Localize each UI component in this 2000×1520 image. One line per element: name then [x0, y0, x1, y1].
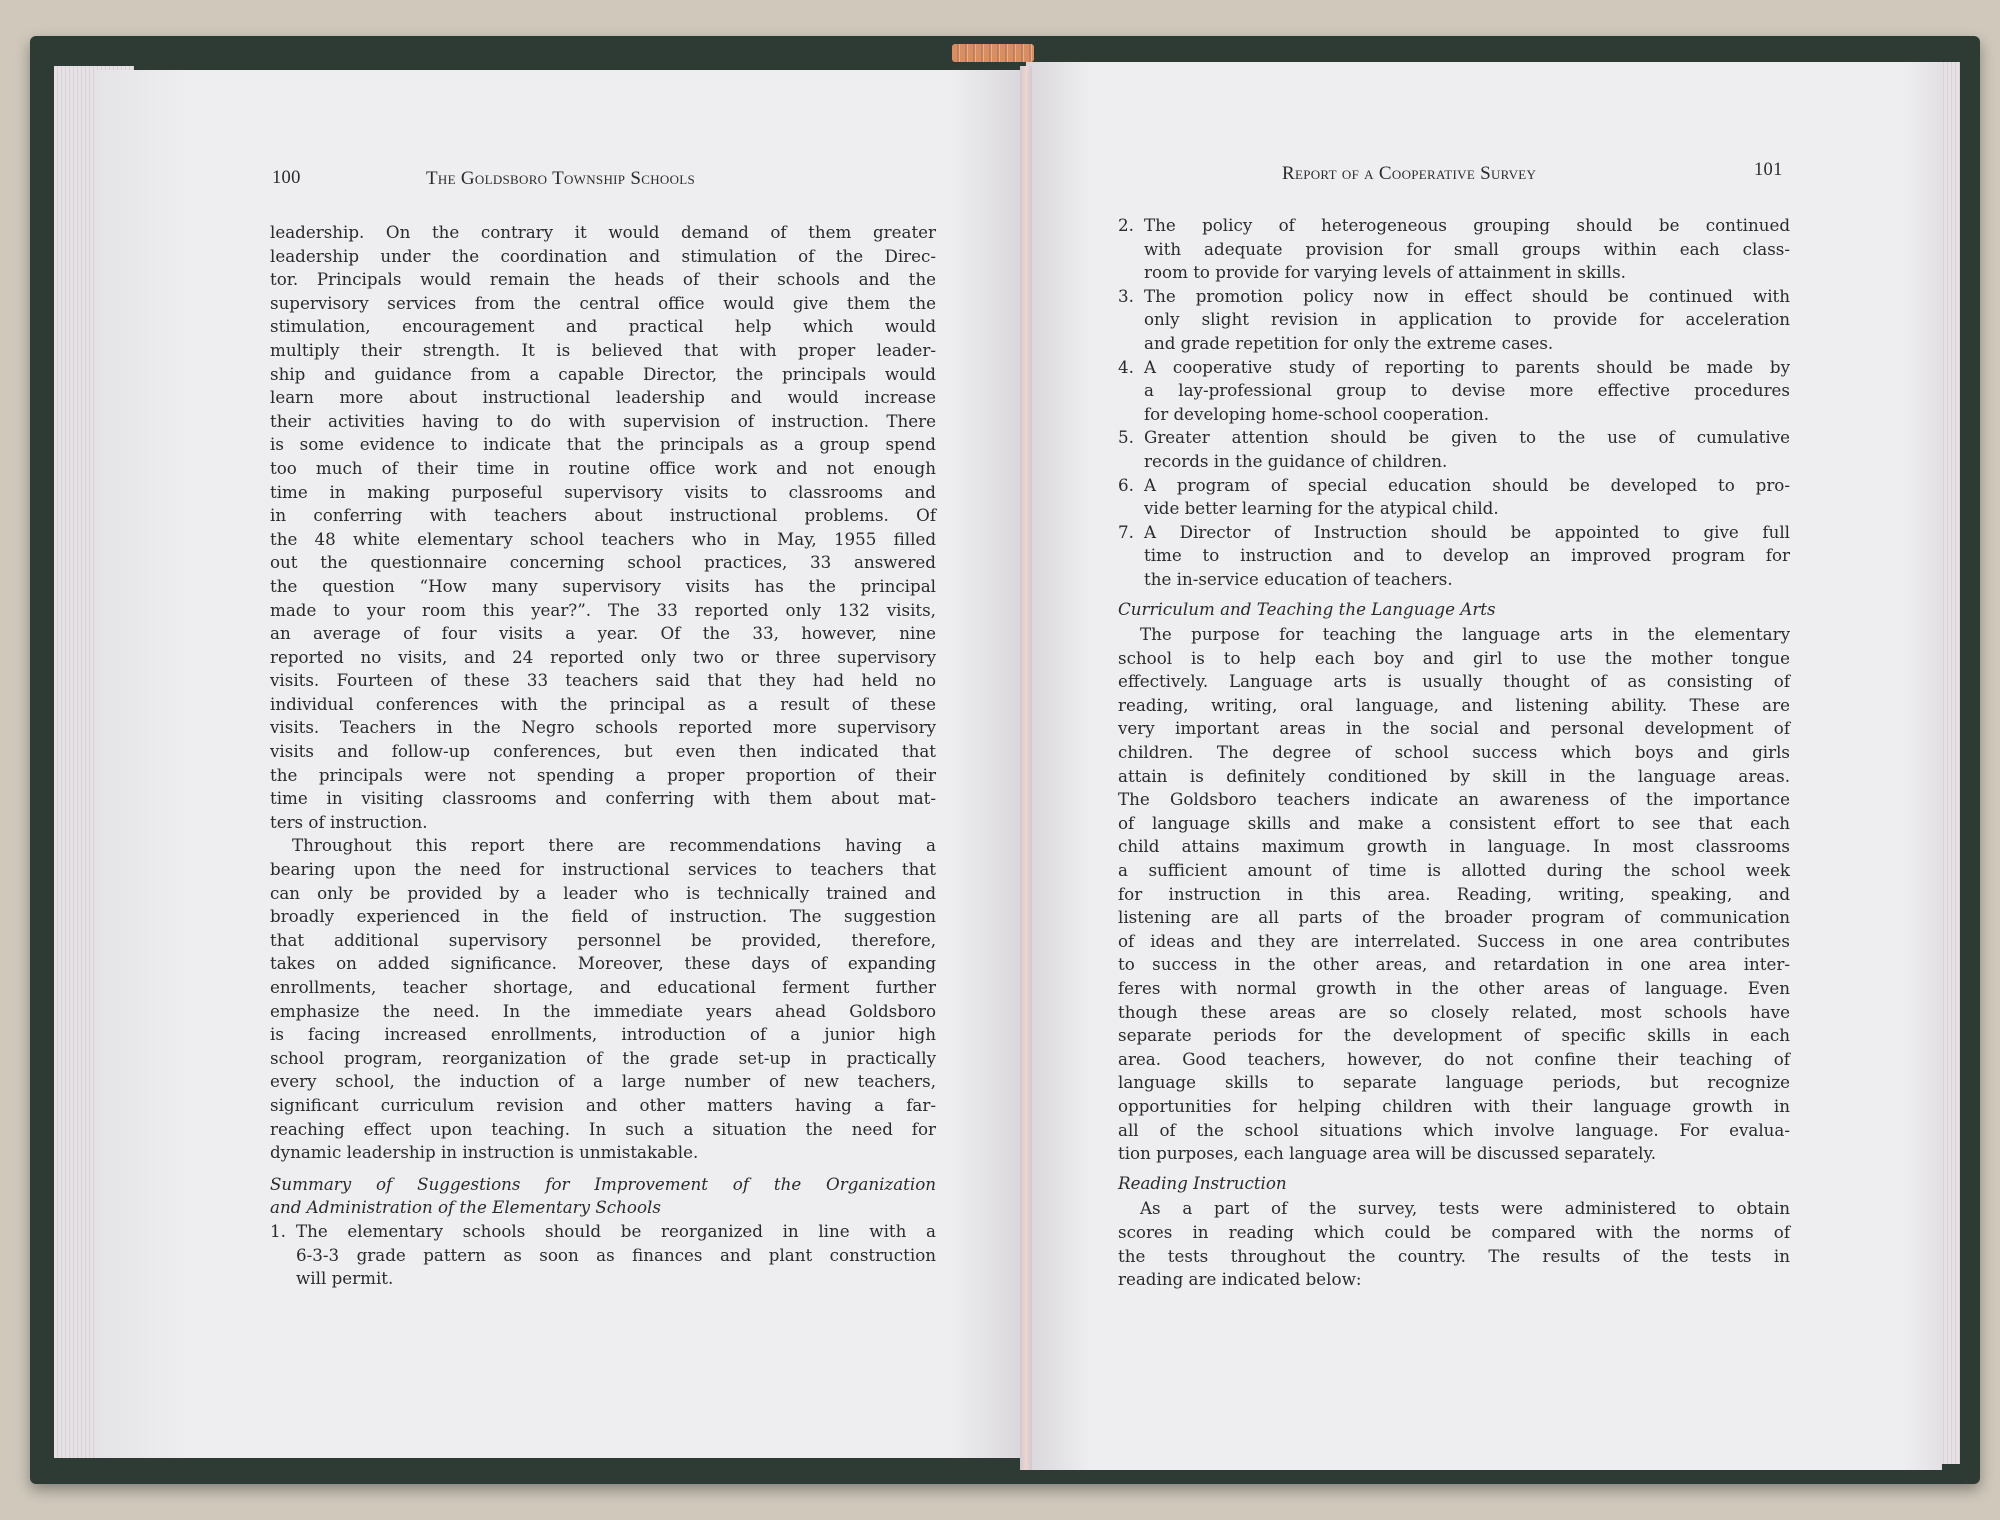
- text-line: will permit.: [296, 1268, 394, 1289]
- text-line: supervisory services from the central office would give them the: [270, 292, 936, 313]
- text-line: can only be provided by a leader who is technically trained and: [270, 882, 936, 903]
- text-line: visits and follow-up conferences, but even then indicated that: [270, 741, 936, 762]
- right-page-number: 101: [1754, 160, 1783, 180]
- text-line: of ideas and they are interrelated. Success in one area contributes: [1118, 930, 1790, 951]
- list-item-number: 3.: [1118, 285, 1134, 306]
- list-item: [270, 1220, 936, 1291]
- text-line: records in the guidance of children.: [1144, 450, 1448, 471]
- text-line: the 48 white elementary school teachers who in May, 1955 filled: [270, 528, 936, 549]
- list-item: [1118, 474, 1790, 521]
- text-line: for developing home-school cooperation.: [1144, 403, 1490, 424]
- text-line: the in-service education of teachers.: [1144, 568, 1453, 589]
- text-line: The elementary schools should be reorganized in line with a: [296, 1220, 936, 1241]
- text-line: area. Good teachers, however, do not confine their teaching of: [1118, 1048, 1790, 1069]
- text-line: the principals were not spending a proper proportion of their: [270, 764, 936, 785]
- left-page-number: 100: [272, 168, 301, 188]
- text-line: leadership under the coordination and stimulation of the Direc-: [270, 245, 936, 266]
- text-line: child attains maximum growth in language. In most classrooms: [1118, 836, 1790, 857]
- text-line: takes on added significance. Moreover, these days of expanding: [270, 953, 936, 974]
- text-line: time in making purposeful supervisory visits to classrooms and: [270, 481, 936, 502]
- list-item-number: 6.: [1118, 474, 1134, 495]
- summary-heading: [270, 1173, 936, 1220]
- text-line: A Director of Instruction should be appointed to give full: [1144, 521, 1790, 542]
- text-line: only slight revision in application to provide for acceleration: [1144, 309, 1790, 330]
- text-line: out the questionnaire concerning school practices, 33 answered: [270, 552, 936, 573]
- list-item: [1118, 521, 1790, 592]
- text-line: Greater attention should be given to the use of cumulative: [1144, 427, 1790, 448]
- text-line: attain is definitely conditioned by skill in the language areas.: [1118, 765, 1790, 786]
- text-line: all of the school situations which involve language. For evalua-: [1118, 1119, 1790, 1140]
- text-line: room to provide for varying levels of attainment in skills.: [1144, 262, 1626, 283]
- text-line: a lay-professional group to devise more effective procedures: [1144, 380, 1790, 401]
- left-paragraph-1: [270, 221, 936, 834]
- text-line: and grade repetition for only the extreme cases.: [1144, 332, 1554, 353]
- text-line: The policy of heterogeneous grouping should be continued: [1144, 215, 1790, 235]
- text-line: that additional supervisory personnel be provided, therefore,: [270, 929, 936, 950]
- text-line: their activities having to do with supervision of instruction. There: [270, 410, 936, 431]
- list-item-text: [1144, 474, 1790, 521]
- left-running-head: The Goldsboro Township Schools: [426, 168, 696, 189]
- heading-line: Summary of Suggestions for Improvement of the Organization: [270, 1173, 936, 1194]
- text-line: As a part of the survey, tests were administered to obtain: [1140, 1198, 1790, 1219]
- text-line: the question “How many supervisory visits has the principal: [270, 575, 936, 596]
- text-line: ters of instruction.: [270, 811, 428, 832]
- text-line: The purpose for teaching the language arts in the elementary: [1140, 624, 1790, 645]
- text-line: multiply their strength. It is believed that with proper leader-: [270, 339, 936, 360]
- text-line: time to instruction and to develop an improved program for: [1144, 545, 1790, 566]
- text-line: 6-3-3 grade pattern as soon as finances and plant construction: [296, 1244, 936, 1265]
- list-item-number: 5.: [1118, 427, 1134, 448]
- text-line: is facing increased enrollments, introduction of a junior high: [270, 1024, 936, 1045]
- text-line: though these areas are so closely related, most schools have: [1118, 1001, 1790, 1022]
- text-line: every school, the induction of a large number of new teachers,: [270, 1071, 936, 1092]
- text-line: is some evidence to indicate that the principals as a group spend: [270, 434, 936, 455]
- text-line: stimulation, encouragement and practical help which would: [270, 316, 936, 337]
- text-line: to success in the other areas, and retardation in one area inter-: [1118, 954, 1790, 975]
- right-running-head: Report of a Cooperative Survey: [1282, 163, 1537, 184]
- heading-line: and Administration of the Elementary Schools: [270, 1197, 661, 1218]
- text-line: A cooperative study of reporting to parents should be made by: [1144, 356, 1790, 377]
- list-item-number: 2.: [1118, 215, 1134, 235]
- text-line: ship and guidance from a capable Director, the principals would: [270, 363, 936, 384]
- text-line: enrollments, teacher shortage, and educational ferment further: [270, 977, 936, 997]
- list-item: [1118, 214, 1790, 285]
- text-line: The promotion policy now in effect should be continued with: [1144, 285, 1790, 306]
- right-body-text: [1118, 214, 1790, 1292]
- list-item-text: [1144, 356, 1790, 427]
- text-line: effectively. Language arts is usually thought of as consisting of: [1118, 671, 1790, 692]
- text-line: emphasize the need. In the immediate years ahead Goldsboro: [270, 1000, 936, 1021]
- text-line: visits. Fourteen of these 33 teachers said that they had held no: [270, 670, 936, 691]
- list-item-text: [1144, 426, 1790, 473]
- reading-heading: Reading Instruction: [1118, 1172, 1287, 1193]
- list-item: [1118, 426, 1790, 473]
- text-line: reading, writing, oral language, and listening ability. These are: [1118, 694, 1790, 715]
- text-line: reading are indicated below:: [1118, 1269, 1362, 1290]
- text-line: with adequate provision for small groups within each class-: [1144, 238, 1790, 259]
- text-line: opportunities for helping children with their language growth in: [1118, 1095, 1790, 1116]
- text-line: school program, reorganization of the grade set-up in practically: [270, 1047, 936, 1068]
- text-line: time in visiting classrooms and conferring with them about mat-: [270, 788, 936, 809]
- text-line: leadership. On the contrary it would demand of them greater: [270, 222, 936, 242]
- text-line: too much of their time in routine office work and not enough: [270, 457, 936, 478]
- text-line: dynamic leadership in instruction is unmistakable.: [270, 1142, 699, 1163]
- text-line: the tests throughout the country. The results of the tests in: [1118, 1245, 1790, 1266]
- list-item-number: 7.: [1118, 521, 1134, 542]
- text-line: listening are all parts of the broader program of communication: [1118, 907, 1790, 928]
- list-item-text: [1144, 285, 1790, 356]
- list-item-text: [1144, 521, 1790, 592]
- left-body-text: [270, 221, 936, 1291]
- text-line: for instruction in this area. Reading, writing, speaking, and: [1118, 883, 1790, 904]
- list-item-text: [296, 1220, 936, 1291]
- text-line: an average of four visits a year. Of the 33, however, nine: [270, 623, 936, 644]
- list-item-text: [1144, 214, 1790, 285]
- list-item: [1118, 356, 1790, 427]
- text-line: bearing upon the need for instructional services to teachers that: [270, 859, 936, 880]
- left-paragraph-2: [270, 834, 936, 1164]
- text-line: in conferring with teachers about instructional problems. Of: [270, 505, 936, 526]
- text-line: significant curriculum revision and other matters having a far-: [270, 1094, 936, 1115]
- text-line: broadly experienced in the field of instruction. The suggestion: [270, 906, 936, 927]
- text-line: a sufficient amount of time is allotted during the school week: [1118, 860, 1790, 881]
- text-line: of language skills and make a consistent effort to see that each: [1118, 812, 1790, 833]
- text-line: scores in reading which could be compared with the norms of: [1118, 1221, 1790, 1242]
- text-line: feres with normal growth in the other areas of language. Even: [1118, 978, 1790, 998]
- text-line: made to your room this year?”. The 33 reported only 132 visits,: [270, 599, 936, 620]
- text-line: The Goldsboro teachers indicate an awareness of the importance: [1118, 789, 1790, 810]
- text-line: tion purposes, each language area will be discussed separately.: [1118, 1143, 1656, 1164]
- text-line: individual conferences with the principal as a result of these: [270, 693, 936, 714]
- text-line: very important areas in the social and personal development of: [1118, 718, 1790, 739]
- text-line: separate periods for the development of specific skills in each: [1118, 1025, 1790, 1046]
- list-item-number: 4.: [1118, 356, 1134, 377]
- text-line: reported no visits, and 24 reported only two or three supervisory: [270, 646, 936, 667]
- text-line: vide better learning for the atypical child.: [1144, 498, 1499, 519]
- list-item: [1118, 285, 1790, 356]
- text-line: visits. Teachers in the Negro schools reported more supervisory: [270, 717, 936, 738]
- curriculum-paragraph: [1118, 623, 1790, 1166]
- text-line: tor. Principals would remain the heads of their schools and the: [270, 269, 936, 290]
- text-line: Throughout this report there are recommendations having a: [292, 835, 936, 856]
- text-line: A program of special education should be developed to pro-: [1144, 474, 1790, 495]
- text-line: children. The degree of school success which boys and girls: [1118, 742, 1790, 763]
- text-line: learn more about instructional leadership and would increase: [270, 387, 936, 408]
- spine-headband: [952, 44, 1034, 62]
- curriculum-heading: Curriculum and Teaching the Language Arts: [1118, 598, 1496, 619]
- book-gutter: [1020, 66, 1032, 1470]
- text-line: reaching effect upon teaching. In such a situation the need for: [270, 1118, 936, 1139]
- text-line: school is to help each boy and girl to use the mother tongue: [1118, 647, 1790, 668]
- list-item-number: 1.: [270, 1220, 286, 1241]
- text-line: language skills to separate language periods, but recognize: [1118, 1072, 1790, 1093]
- reading-paragraph: [1118, 1197, 1790, 1291]
- suggestion-list: [1118, 214, 1790, 592]
